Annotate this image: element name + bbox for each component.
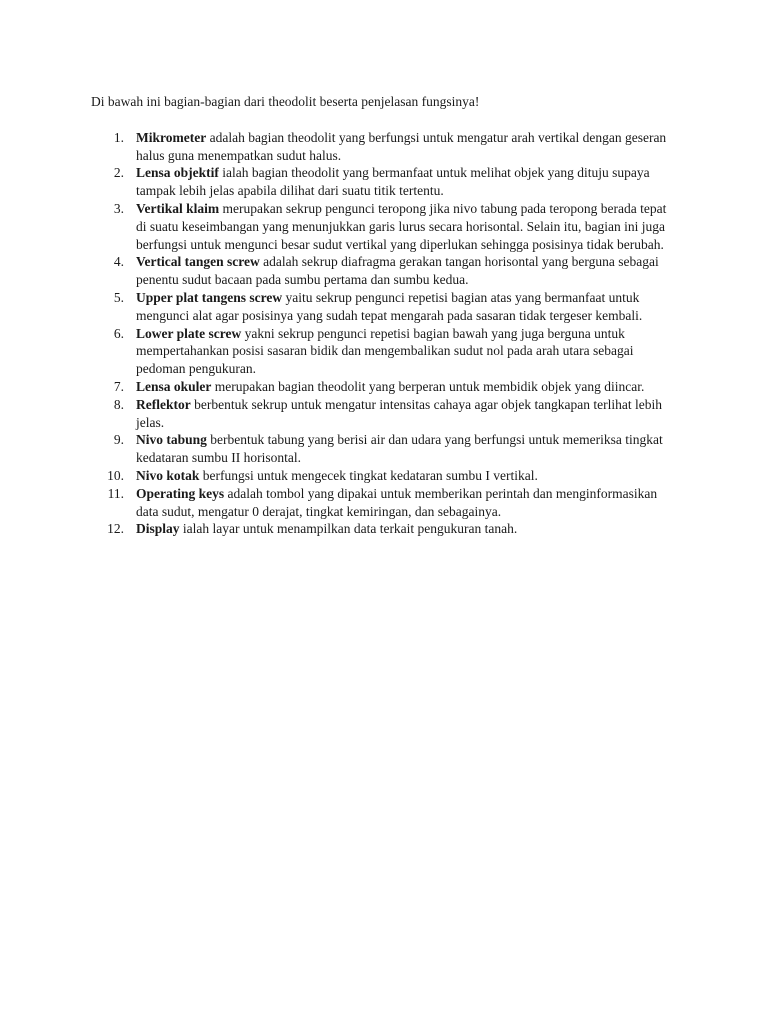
list-item-description: adalah bagian theodolit yang berfungsi untuk mengatur arah vertikal dengan geseran halus guna menempatkan sudut halus. [136, 129, 667, 163]
list-item [91, 164, 676, 200]
list-item-description: ialah layar untuk menampilkan data terkait pengukuran tanah. [179, 521, 518, 537]
list-item-term: Vertikal klaim [136, 200, 220, 216]
list-item-description: berbentuk sekrup untuk mengatur intensitas cahaya agar objek tangkapan terlihat lebih jelas. [136, 396, 662, 430]
list-item [91, 485, 676, 521]
list-item-number: 10. [107, 467, 124, 483]
list-item-number: 2. [113, 165, 124, 181]
document-body [91, 93, 676, 538]
numbered-list [91, 129, 676, 538]
list-item-description: berfungsi untuk mengecek tingkat kedataran sumbu I vertikal. [199, 467, 538, 483]
list-item-number: 5. [113, 289, 124, 305]
list-item [91, 200, 676, 253]
list-item-term: Vertical tangen screw [136, 254, 260, 270]
list-item-description: adalah sekrup diafragma gerakan tangan horisontal yang berguna sebagai penentu sudut bacaan pada sumbu pertama dan sumbu kedua. [136, 254, 659, 288]
list-item-description: ialah bagian theodolit yang bermanfaat untuk melihat objek yang dituju supaya tampak lebih jelas apabila dilihat dari suatu titik tertentu. [136, 165, 650, 199]
list-item-term: Lensa okuler [136, 378, 212, 394]
list-item-number: 9. [113, 432, 124, 448]
list-item-number: 6. [113, 325, 124, 341]
list-item-term: Display [136, 521, 180, 537]
list-item-term: Nivo tabung [136, 432, 207, 448]
list-item-term: Upper plat tangens screw [136, 289, 283, 305]
list-item-term: Operating keys [136, 485, 225, 501]
list-item [91, 520, 676, 538]
intro-paragraph: Di bawah ini bagian-bagian dari theodolit beserta penjelasan fungsinya! [91, 94, 480, 109]
list-item-term: Reflektor [136, 396, 191, 412]
list-item [91, 396, 676, 432]
list-item [91, 129, 676, 165]
list-item-term: Lensa objektif [136, 165, 219, 181]
list-item-number: 3. [113, 200, 124, 216]
list-item-description: adalah tombol yang dipakai untuk memberikan perintah dan menginformasikan data sudut, mengatur 0 derajat, tingkat kemiringan, dan sebagainya. [136, 485, 658, 519]
list-item-number: 12. [107, 521, 124, 537]
list-item [91, 253, 676, 289]
list-item [91, 325, 676, 378]
list-item-number: 4. [113, 254, 124, 270]
list-item-number: 7. [113, 378, 124, 394]
list-item-term: Mikrometer [136, 129, 207, 145]
list-item-number: 1. [113, 129, 124, 145]
list-item-number: 11. [107, 485, 124, 501]
list-item [91, 289, 676, 325]
list-item [91, 431, 676, 467]
list-item-description: merupakan bagian theodolit yang berperan untuk membidik objek yang diincar. [211, 378, 645, 394]
list-item-description: yakni sekrup pengunci repetisi bagian bawah yang juga berguna untuk mempertahankan posisi sasaran bidik dan mengembalikan sudut nol pada arah utara sebagai pedoman pengukuran. [136, 325, 634, 377]
list-item [91, 378, 676, 396]
list-item-term: Lower plate screw [136, 325, 242, 341]
list-item-description: berbentuk tabung yang berisi air dan udara yang berfungsi untuk memeriksa tingkat kedataran sumbu II horisontal. [136, 432, 663, 466]
list-item-term: Nivo kotak [136, 467, 200, 483]
list-item-description: yaitu sekrup pengunci repetisi bagian atas yang bermanfaat untuk mengunci alat agar posisinya yang sudah tepat mengarah pada sasaran tidak tergeser kembali. [136, 289, 643, 323]
list-item-number: 8. [113, 396, 124, 412]
list-item [91, 467, 676, 485]
list-item-description: merupakan sekrup pengunci teropong jika nivo tabung pada teropong berada tepat di suatu keseimbangan yang menunjukkan garis lurus secara horisontal. Selain itu, bagian ini juga berfungsi untuk mengunci besar sudut vertikal yang diperlukan sehingga posisinya tidak berubah. [136, 200, 667, 252]
